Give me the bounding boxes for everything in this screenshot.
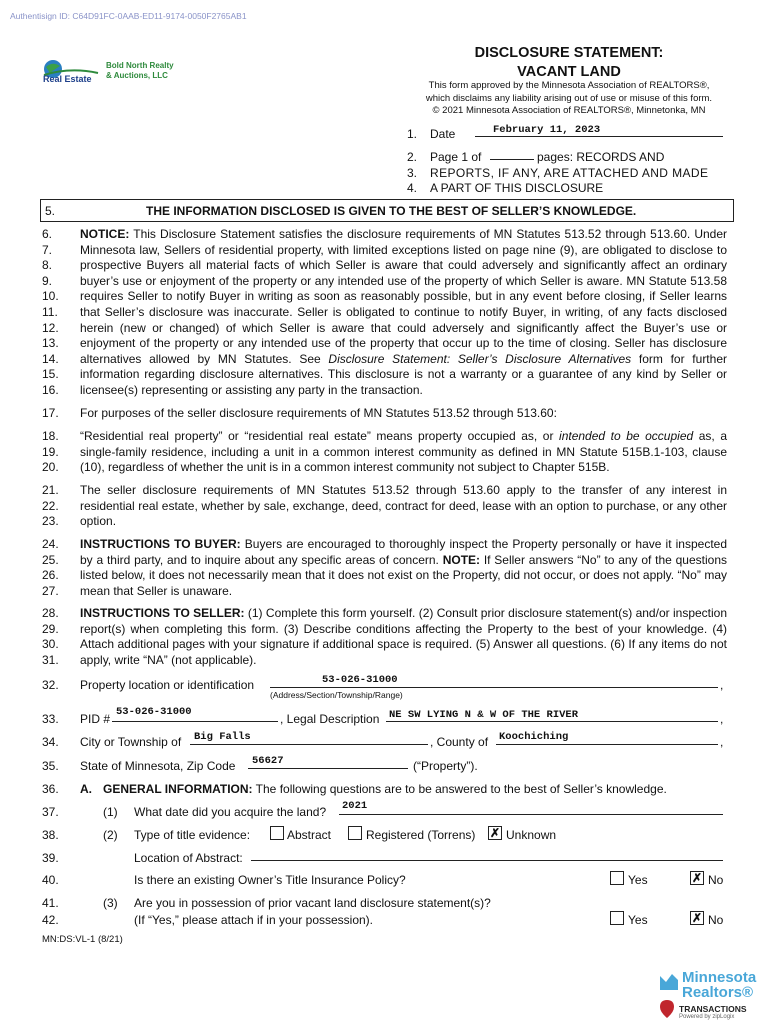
transactions-subtitle: Powered by zipLogix [679,1014,735,1020]
line-5-number: 5. [45,204,56,218]
line-42-number: 42. [42,913,59,927]
line-number: 30. [42,637,59,652]
line-number: 28. [42,606,59,620]
legal-description-value: NE SW LYING N & W OF THE RIVER [389,709,579,721]
line-3-text: REPORTS, IF ANY, ARE ATTACHED AND MADE [430,166,709,180]
seller-lead: INSTRUCTIONS TO SELLER: [80,606,245,620]
acquire-date-field[interactable] [339,801,723,815]
city-value: Big Falls [194,731,251,743]
title-line1: DISCLOSURE STATEMENT: [474,45,664,61]
abstract-checkbox[interactable] [270,826,284,840]
brokerage-line1: Bold North Realty [106,61,174,70]
seller-body: (1) Complete this form yourself. (2) Consult prior disclosure statement(s) and/or inspection report(s) when completing this form. (3) Describe conditions affecting the Property to the best of your knowledge. (4) Attach additional pages with your signature if additional space is required. (5) Answer all questions. (6) If any items do not apply, write “NA” (not applicable). [80,606,728,667]
authentisign-id: Authentisign ID: C64D91FC-0AAB-ED11-9174-0050F2765AB1 [10,11,247,21]
line-36-number: 36. [42,782,59,796]
line-32-number: 32. [42,678,59,692]
unknown-label: Unknown [506,828,557,842]
def-body2: as, a single-family residence, including a unit in a common interest community as defined in MN Statute 515B.1-103, clause (10), regardless of whether the unit is in a common interest community not subject to Chapter 515B. [80,429,727,475]
seller-line-numbers [42,606,72,668]
buyer-lead: INSTRUCTIONS TO BUYER: [80,537,241,551]
line-number: 16. [42,382,59,397]
prior-disclosure-note: (If “Yes,” please attach if in your possession). [134,913,374,927]
line-number: 27. [42,583,59,598]
notice-lead: NOTICE: [80,227,130,241]
prior-disclosure-yes-label: Yes [628,913,648,927]
line-number: 25. [42,552,59,567]
line-number: 8. [42,258,53,273]
line-number: 9. [42,273,53,288]
comma-34: , [720,735,724,749]
general-info-lead: GENERAL INFORMATION: [103,782,253,796]
line-number: 29. [42,621,59,636]
definition-line-numbers [42,429,72,476]
brand-real-estate: Real Estate [43,74,92,84]
approval-line3: © 2021 Minnesota Association of REALTORS®, Minnetonka, MN [432,105,706,116]
section-a-letter: A. [80,782,92,796]
line-17-text: For purposes of the seller disclosure requirements of MN Statutes 513.52 through 513.60: [80,406,557,420]
buyer-instructions [80,537,727,599]
line-number: 22. [42,498,59,513]
buyer-body1: Buyers are encouraged to thoroughly inspect the Property personally or have it inspected by a third party, and to inquire about any specific areas of concern. [80,537,727,567]
buyer-body2: If Seller answers “No” to any of the questions listed below, it does not necessarily mean that it does not exist on the Property, did not occur, or does not apply. “No” may mean that Seller is unaware. [80,552,727,598]
date-label: Date [430,127,456,141]
brokerage-name [106,61,174,81]
def-body1: “Residential real property” or “residential real estate” means property occupied as, or [80,429,560,443]
q3-index: (3) [103,896,118,910]
line-number: 10. [42,289,59,304]
title-insurance-no-label: No [708,873,724,887]
seller-instructions [80,606,727,668]
line-35-number: 35. [42,759,59,773]
prior-disclosure-no-checkbox[interactable] [690,911,704,925]
title-insurance-question: Is there an existing Owner’s Title Insurance Policy? [134,873,406,887]
notice-line-numbers [42,227,72,399]
pid-label: PID # [80,712,111,726]
mn-line1: Minnesota [682,969,757,986]
brokerage-line2: & Auctions, LLC [106,71,168,80]
line-33-number: 33. [42,712,59,726]
buyer-line-numbers [42,537,72,599]
comma-32: , [720,678,724,692]
prior-disclosure-question: Are you in possession of prior vacant land disclosure statement(s)? [134,896,491,910]
line-4-number: 4. [407,181,418,195]
minnesota-realtors-logo-icon [658,970,680,992]
title-line2: VACANT LAND [517,64,621,80]
line-number: 13. [42,336,59,351]
approval-line1: This form approved by the Minnesota Association of REALTORS®, [428,80,710,91]
county-value: Koochiching [499,731,569,743]
line-number: 6. [42,227,53,241]
page-count-field[interactable] [490,146,534,160]
abstract-location-question: Location of Abstract: [134,851,243,865]
prior-disclosure-no-mark: ✗ [691,911,703,925]
notice-body2: form for further information regarding disclosure alternatives. This disclosure is not a warranty or a guarantee of any kind by Seller or licensee(s) representing or assisting any party in the transaction. [80,351,727,397]
title-insurance-no-checkbox[interactable] [690,871,704,885]
title-insurance-yes-checkbox[interactable] [610,871,624,885]
line-number: 20. [42,460,59,475]
line-17-number: 17. [42,406,59,420]
property-location-hint: (Address/Section/Township/Range) [270,690,403,700]
line-number: 12. [42,320,59,335]
line-4-text: A PART OF THIS DISCLOSURE [430,181,604,195]
prior-disclosure-yes-checkbox[interactable] [610,911,624,925]
knowledge-heading: THE INFORMATION DISCLOSED IS GIVEN TO THE BEST OF SELLER’S KNOWLEDGE. [146,204,637,218]
date-value: February 11, 2023 [493,124,601,136]
title-insurance-yes-label: Yes [628,873,648,887]
city-label: City or Township of [80,735,182,749]
property-location-value: 53-026-31000 [322,674,398,686]
line-3-number: 3. [407,166,418,180]
def-italic: intended to be occupied [559,429,694,443]
approval-notice [400,80,738,118]
abstract-label: Abstract [287,828,332,842]
line-number: 18. [42,429,59,443]
line-1-number: 1. [407,127,418,141]
line-2-number: 2. [407,150,418,164]
line-41-number: 41. [42,896,59,910]
title-insurance-no-mark: ✗ [691,871,703,885]
acquire-date-value: 2021 [342,800,368,812]
line-number: 19. [42,444,59,459]
general-info-heading [103,782,667,796]
comma-33: , [720,712,724,726]
acquire-date-question: What date did you acquire the land? [134,805,327,819]
line-37-number: 37. [42,805,59,819]
unknown-checkbox[interactable] [488,826,502,840]
form-id: MN:DS:VL-1 (8/21) [42,934,123,945]
notice-alt-form: Disclosure Statement: Seller’s Disclosure Alternatives [328,351,632,366]
line-number: 31. [42,652,59,667]
transactions-wordmark: TRANSACTIONS [679,1004,747,1014]
line-number: 15. [42,367,59,382]
minnesota-realtors-wordmark [682,970,756,1000]
line-number: 23. [42,514,59,529]
registered-checkbox[interactable] [348,826,362,840]
title-evidence-question: Type of title evidence: [134,828,251,842]
zip-label: State of Minnesota, Zip Code [80,759,236,773]
line-39-number: 39. [42,851,59,865]
zip-value: 56627 [252,755,284,767]
definition-paragraph [80,429,727,476]
property-label: (“Property”). [413,759,478,773]
q2-index: (2) [103,828,118,842]
legal-description-label: , Legal Description [280,712,380,726]
abstract-location-field[interactable] [251,847,723,861]
pid-value: 53-026-31000 [116,706,192,718]
knowledge-box [40,199,734,222]
apply-paragraph: The seller disclosure requirements of MN Statutes 513.52 through 513.60 apply to the transfer of any interest in residential real estate, whether by sale, exchange, deed, contract for deed, lease with an option to purchase, or any other option. [80,483,727,529]
registered-label: Registered (Torrens) [366,828,476,842]
line-number: 21. [42,483,59,497]
page-of-label: Page 1 of [430,150,482,164]
property-location-label: Property location or identification [80,678,255,692]
buyer-note: NOTE: [442,552,481,567]
mn-line2: Realtors® [682,984,754,1001]
q1-index: (1) [103,805,118,819]
line-number: 26. [42,568,59,583]
line-38-number: 38. [42,828,59,842]
form-title [440,44,698,82]
general-info-rest: The following questions are to be answered to the best of Seller’s knowledge. [252,782,667,796]
pages-records-text: pages: RECORDS AND [537,150,665,164]
line-number: 24. [42,537,59,551]
line-40-number: 40. [42,873,59,887]
line-number: 14. [42,351,59,366]
notice-body1: This Disclosure Statement satisfies the disclosure requirements of MN Statutes 513.52 through 513.60. Under Minnesota law, Sellers of residential property, with limited exceptions listed on page nine (9), are obligated to disclose to prospective Buyers all material facts of which Seller is aware that could adversely and significantly affect an ordinary buyer’s use or enjoyment of the property or any intended use of the property of which Seller is aware. MN Statute 513.58 requires Seller to notify Buyer in writing as soon as reasonably possible, but in any event before closing, if Seller learns that Seller’s disclosure was inaccurate. Seller is obligated to continue to notify Buyer, in writing, of any facts disclosed herein (new or changed) of which Seller is aware that could adversely and significantly affect the Buyer’s use or enjoyment of the property or any intended use of the property that occur up to the time of closing. Seller has disclosure alternatives allowed by MN Statutes. See [80,227,727,366]
line-number: 7. [42,242,53,257]
county-label: , County of [430,735,489,749]
notice-paragraph [80,227,727,399]
approval-line2: which disclaims any liability arising out of use or misuse of this form. [425,92,713,104]
line-34-number: 34. [42,735,59,749]
prior-disclosure-no-label: No [708,913,724,927]
unknown-check-mark: ✗ [489,826,501,840]
apply-line-numbers [42,483,72,530]
line-number: 11. [42,304,58,319]
transactions-logo-icon [658,998,676,1020]
